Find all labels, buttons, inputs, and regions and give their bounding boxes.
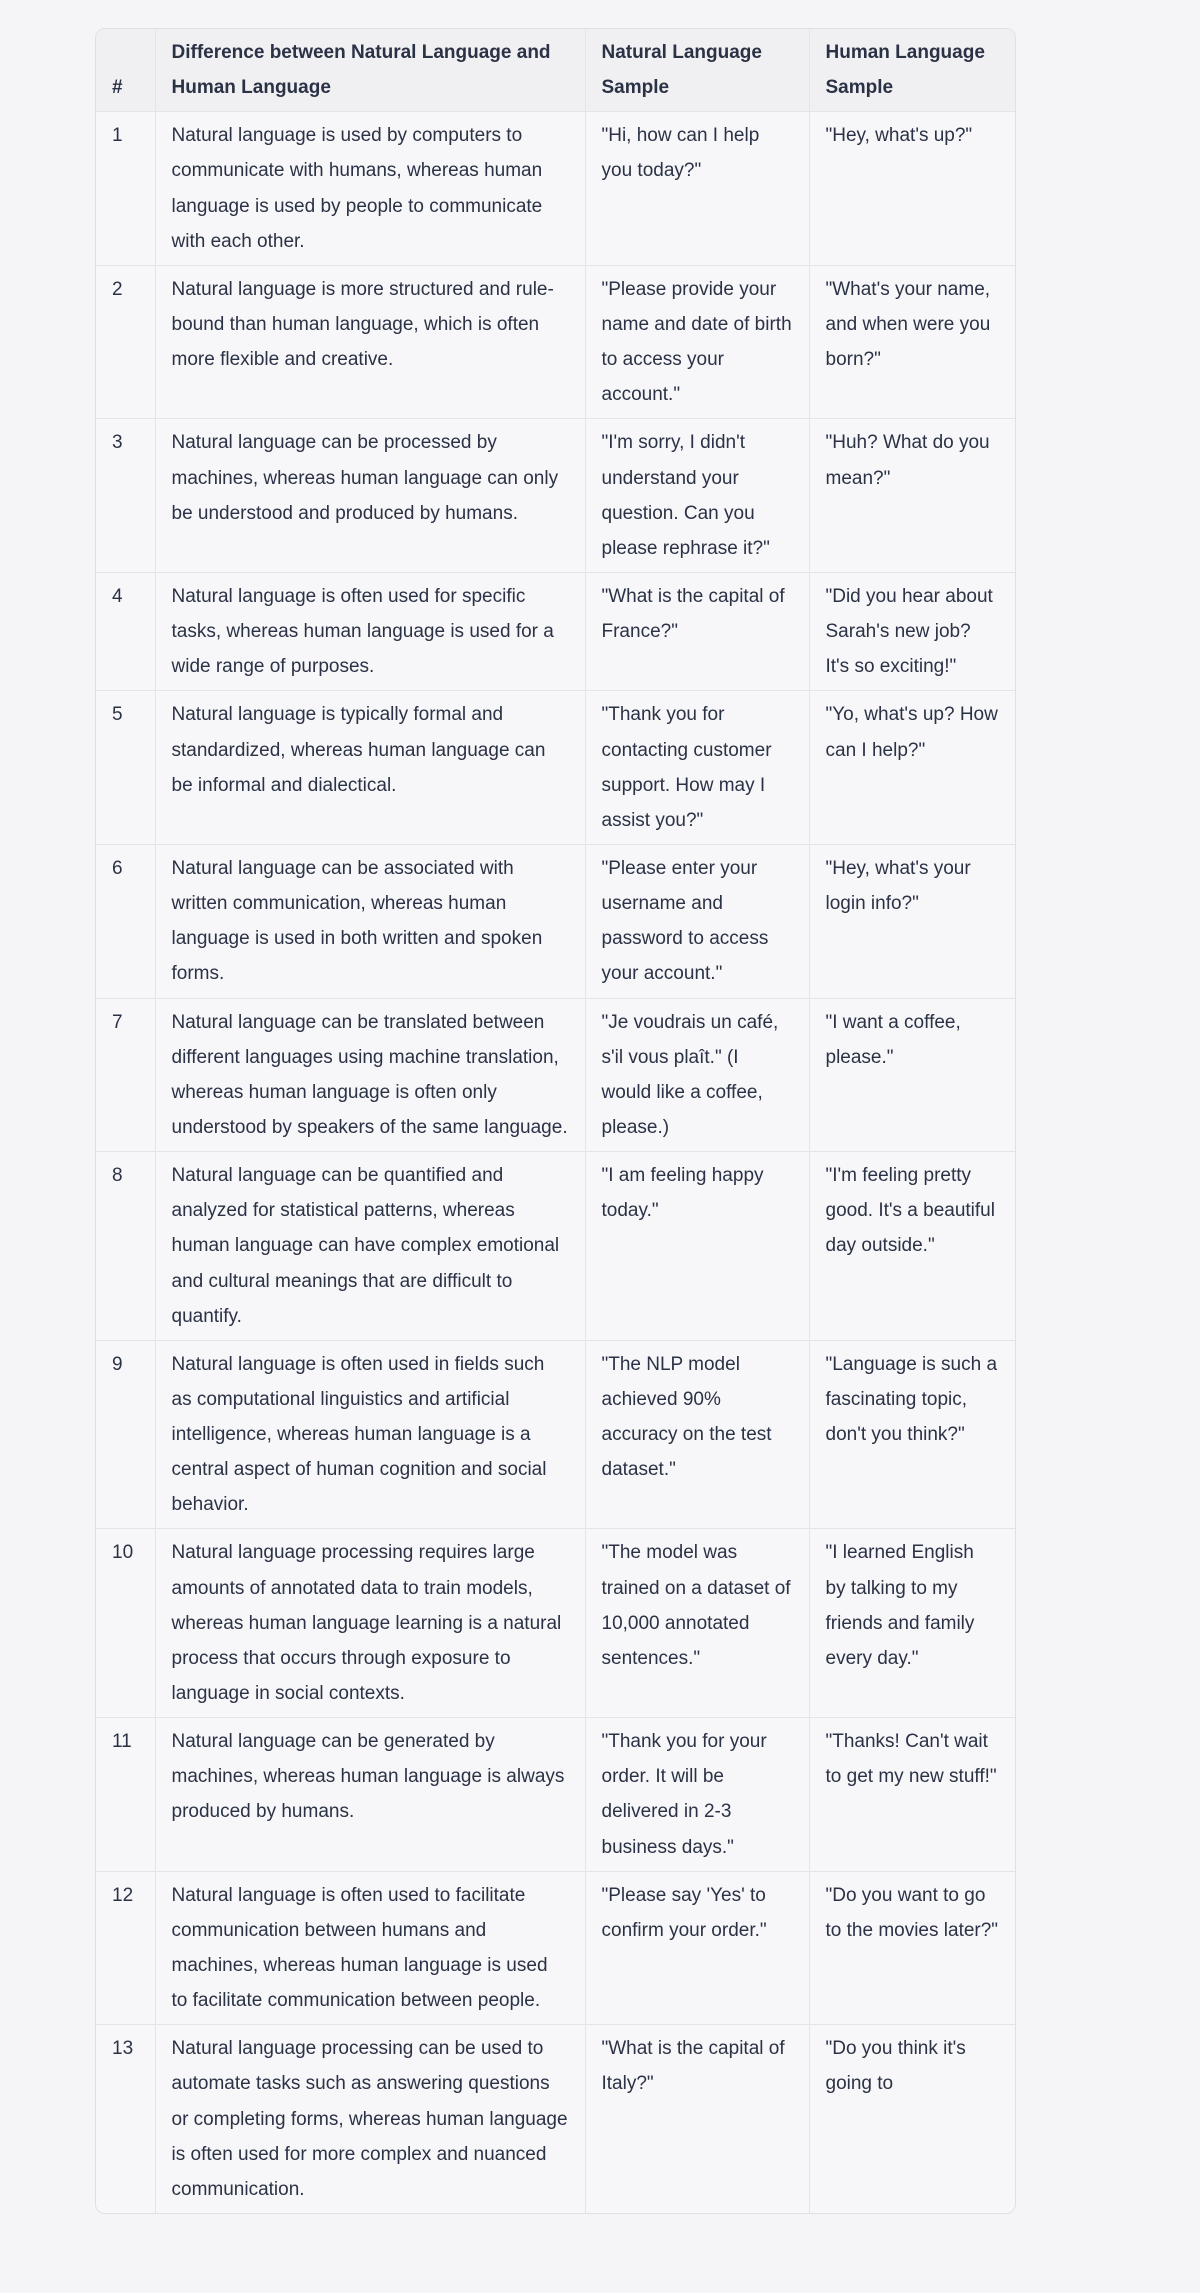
table-row (96, 265, 1015, 419)
human-sample-cell: "Language is such a fascinating topic, don't you think?" (809, 1340, 1015, 1529)
difference-cell: Natural language can be associated with written communication, whereas human language is used in both written and spoken forms. (155, 844, 585, 998)
human-sample-cell: "I learned English by talking to my friends and family every day." (809, 1529, 1015, 1718)
row-number-cell: 5 (96, 691, 155, 845)
row-number-cell: 6 (96, 844, 155, 998)
column-header-human-sample: Human Language Sample (809, 29, 1015, 112)
table-row (96, 1340, 1015, 1529)
row-number-cell: 1 (96, 112, 155, 266)
table-row (96, 1529, 1015, 1718)
row-number-cell: 8 (96, 1152, 155, 1341)
row-number-cell: 13 (96, 2025, 155, 2213)
difference-cell: Natural language can be generated by machines, whereas human language is always produced by humans. (155, 1718, 585, 1872)
row-number-cell: 12 (96, 1871, 155, 2025)
row-number-cell: 10 (96, 1529, 155, 1718)
row-number-cell: 9 (96, 1340, 155, 1529)
column-header-number: # (96, 29, 155, 112)
human-sample-cell: "Do you think it's going to (809, 2025, 1015, 2213)
table-row (96, 691, 1015, 845)
table-row (96, 1152, 1015, 1341)
table-row (96, 419, 1015, 573)
table-row (96, 2025, 1015, 2213)
table-row (96, 1718, 1015, 1872)
natural-sample-cell: "I am feeling happy today." (585, 1152, 809, 1341)
comparison-table-container (95, 28, 1016, 2214)
table-row (96, 844, 1015, 998)
natural-sample-cell: "Hi, how can I help you today?" (585, 112, 809, 266)
human-sample-cell: "Did you hear about Sarah's new job? It's so exciting!" (809, 572, 1015, 690)
natural-sample-cell: "Please say 'Yes' to confirm your order." (585, 1871, 809, 2025)
human-sample-cell: "What's your name, and when were you born?" (809, 265, 1015, 419)
row-number-cell: 11 (96, 1718, 155, 1872)
row-number-cell: 3 (96, 419, 155, 573)
natural-sample-cell: "Thank you for your order. It will be delivered in 2-3 business days." (585, 1718, 809, 1872)
column-header-natural-sample: Natural Language Sample (585, 29, 809, 112)
table-row (96, 112, 1015, 266)
language-comparison-table (96, 29, 1015, 2213)
difference-cell: Natural language can be processed by machines, whereas human language can only be understood and produced by humans. (155, 419, 585, 573)
human-sample-cell: "I'm feeling pretty good. It's a beautiful day outside." (809, 1152, 1015, 1341)
difference-cell: Natural language is typically formal and standardized, whereas human language can be informal and dialectical. (155, 691, 585, 845)
difference-cell: Natural language processing can be used to automate tasks such as answering questions or completing forms, whereas human language is often used for more complex and nuanced communication. (155, 2025, 585, 2213)
table-body (96, 112, 1015, 2213)
natural-sample-cell: "Please provide your name and date of birth to access your account." (585, 265, 809, 419)
natural-sample-cell: "What is the capital of Italy?" (585, 2025, 809, 2213)
human-sample-cell: "I want a coffee, please." (809, 998, 1015, 1152)
header-row (96, 29, 1015, 112)
difference-cell: Natural language is more structured and rule-bound than human language, which is often more flexible and creative. (155, 265, 585, 419)
column-header-difference: Difference between Natural Language and Human Language (155, 29, 585, 112)
human-sample-cell: "Huh? What do you mean?" (809, 419, 1015, 573)
human-sample-cell: "Yo, what's up? How can I help?" (809, 691, 1015, 845)
natural-sample-cell: "Thank you for contacting customer support. How may I assist you?" (585, 691, 809, 845)
difference-cell: Natural language can be translated between different languages using machine translation, whereas human language is often only understood by speakers of the same language. (155, 998, 585, 1152)
natural-sample-cell: "The NLP model achieved 90% accuracy on the test dataset." (585, 1340, 809, 1529)
difference-cell: Natural language can be quantified and analyzed for statistical patterns, whereas human language can have complex emotional and cultural meanings that are difficult to quantify. (155, 1152, 585, 1341)
human-sample-cell: "Hey, what's your login info?" (809, 844, 1015, 998)
natural-sample-cell: "The model was trained on a dataset of 10,000 annotated sentences." (585, 1529, 809, 1718)
table-row (96, 572, 1015, 690)
difference-cell: Natural language processing requires large amounts of annotated data to train models, whereas human language learning is a natural process that occurs through exposure to language in social contexts. (155, 1529, 585, 1718)
natural-sample-cell: "Please enter your username and password to access your account." (585, 844, 809, 998)
table-row (96, 998, 1015, 1152)
row-number-cell: 2 (96, 265, 155, 419)
human-sample-cell: "Hey, what's up?" (809, 112, 1015, 266)
human-sample-cell: "Thanks! Can't wait to get my new stuff!" (809, 1718, 1015, 1872)
difference-cell: Natural language is used by computers to communicate with humans, whereas human language is used by people to communicate with each other. (155, 112, 585, 266)
row-number-cell: 7 (96, 998, 155, 1152)
natural-sample-cell: "Je voudrais un café, s'il vous plaît." (I would like a coffee, please.) (585, 998, 809, 1152)
table-row (96, 1871, 1015, 2025)
table-header (96, 29, 1015, 112)
natural-sample-cell: "What is the capital of France?" (585, 572, 809, 690)
difference-cell: Natural language is often used to facilitate communication between humans and machines, whereas human language is used to facilitate communication between people. (155, 1871, 585, 2025)
difference-cell: Natural language is often used in fields such as computational linguistics and artificial intelligence, whereas human language is a central aspect of human cognition and social behavior. (155, 1340, 585, 1529)
natural-sample-cell: "I'm sorry, I didn't understand your question. Can you please rephrase it?" (585, 419, 809, 573)
difference-cell: Natural language is often used for specific tasks, whereas human language is used for a wide range of purposes. (155, 572, 585, 690)
row-number-cell: 4 (96, 572, 155, 690)
human-sample-cell: "Do you want to go to the movies later?" (809, 1871, 1015, 2025)
